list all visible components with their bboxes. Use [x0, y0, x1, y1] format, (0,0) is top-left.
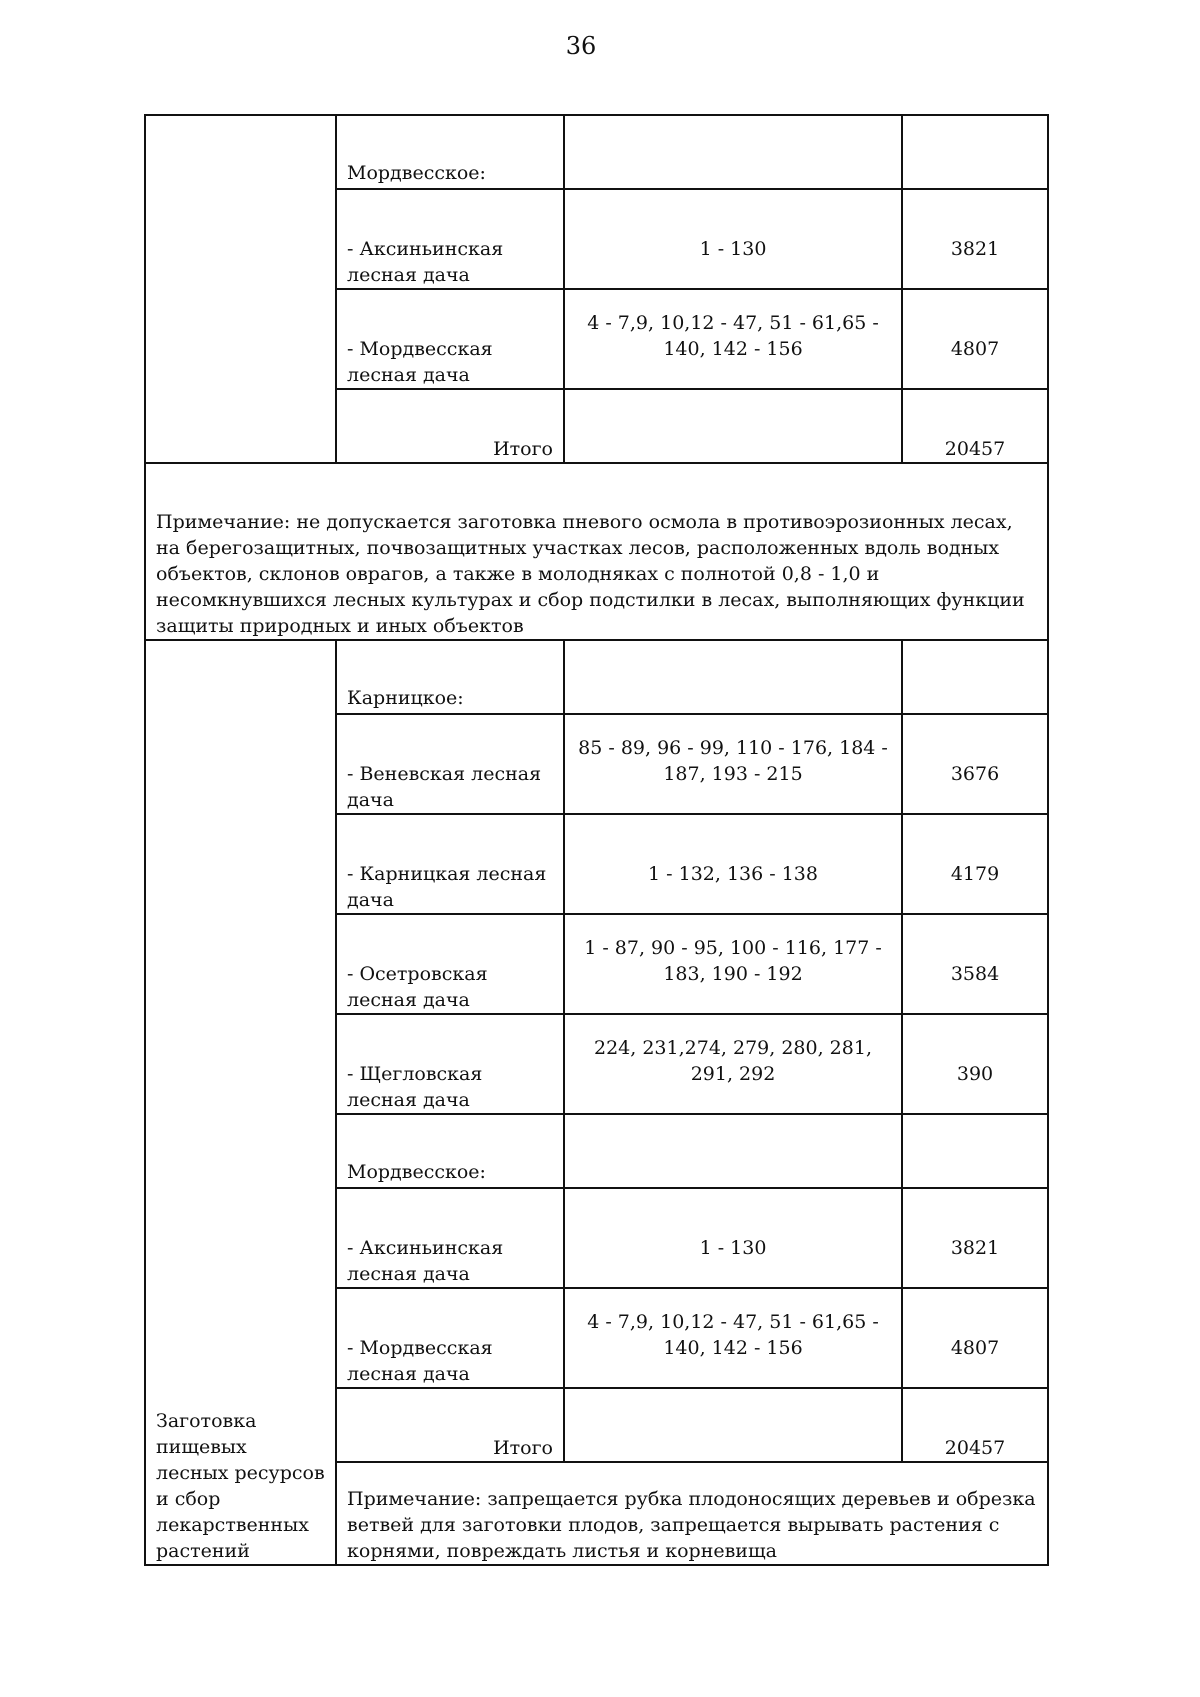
- area-value: 3821: [950, 1237, 1000, 1259]
- district-label: Карницкое:: [336, 640, 564, 714]
- area-value: 3584: [950, 963, 1000, 985]
- note-text: Примечание: не допускается заготовка пневого осмола в противоэрозионных лесах, на берегозащитных, почвозащитных участках лесов, расположенных вдоль водных объектов, склонов оврагов, а также в молодняках с полнотой 0,8 - 1,0 и несомкнувшихся лесных культурах и сбор подстилки в лесах, выполняющих функции защиты природных и иных объектов: [145, 463, 1048, 640]
- quarters-value: 1 - 87, 90 - 95, 100 - 116, 177 - 183, 190 - 192: [584, 937, 882, 985]
- area-cell: [902, 714, 1048, 814]
- area-cell: [902, 1288, 1048, 1388]
- forest-resources-table: [144, 114, 1049, 1566]
- forest-dacha-name: - Аксиньинская лесная дача: [336, 1188, 564, 1288]
- area-value: 3821: [950, 238, 1000, 260]
- forest-dacha-name: - Аксиньинская лесная дача: [336, 189, 564, 289]
- quarters-value: 1 - 130: [699, 1237, 767, 1259]
- area-value: 4179: [950, 863, 1000, 885]
- empty-cell: [564, 115, 902, 189]
- empty-cell: [564, 640, 902, 714]
- page-number: 36: [565, 32, 597, 60]
- note-row: [145, 463, 1048, 640]
- forest-dacha-name: - Щегловская лесная дача: [336, 1014, 564, 1114]
- quarters-value: 1 - 130: [699, 238, 767, 260]
- empty-cell: [564, 1114, 902, 1188]
- quarters-value: 1 - 132, 136 - 138: [648, 863, 818, 885]
- total-value: 20457: [902, 1388, 1048, 1462]
- forest-dacha-name: - Мордвесская лесная дача: [336, 1288, 564, 1388]
- area-cell: [902, 1188, 1048, 1288]
- empty-cell: [902, 1114, 1048, 1188]
- quarters-cell: [564, 914, 902, 1014]
- forest-dacha-name: - Веневская лесная дача: [336, 714, 564, 814]
- area-cell: [902, 289, 1048, 389]
- total-label: Итого: [336, 1388, 564, 1462]
- quarters-cell: [564, 1014, 902, 1114]
- quarters-value: 224, 231,274, 279, 280, 281, 291, 292: [594, 1037, 872, 1085]
- area-cell: [902, 189, 1048, 289]
- area-cell: [902, 814, 1048, 914]
- total-value: 20457: [902, 389, 1048, 463]
- quarters-cell: [564, 814, 902, 914]
- forest-dacha-name: - Осетровская лесная дача: [336, 914, 564, 1014]
- district-label: Мордвесское:: [336, 115, 564, 189]
- district-label: Мордвесское:: [336, 1114, 564, 1188]
- note-text: Примечание: запрещается рубка плодоносящих деревьев и обрезка ветвей для заготовки плодов, запрещается вырывать растения с корнями, повреждать листья и корневища: [336, 1462, 1048, 1565]
- area-value: 390: [956, 1063, 994, 1085]
- quarters-cell: [564, 714, 902, 814]
- area-value: 4807: [950, 338, 1000, 360]
- quarters-value: 4 - 7,9, 10,12 - 47, 51 - 61,65 - 140, 142 - 156: [587, 312, 879, 360]
- activity-cell-empty: [145, 115, 336, 463]
- total-label: Итого: [336, 389, 564, 463]
- activity-name: Заготовка пищевых лесных ресурсов и сбор лекарственных растений: [145, 640, 336, 1565]
- forest-dacha-name: - Карницкая лесная дача: [336, 814, 564, 914]
- quarters-value: 4 - 7,9, 10,12 - 47, 51 - 61,65 - 140, 142 - 156: [587, 1311, 879, 1359]
- quarters-cell: [564, 189, 902, 289]
- empty-cell: [902, 115, 1048, 189]
- quarters-cell: [564, 1188, 902, 1288]
- area-value: 4807: [950, 1337, 1000, 1359]
- area-cell: [902, 1014, 1048, 1114]
- table-row: [145, 115, 1048, 189]
- empty-cell: [564, 389, 902, 463]
- forest-dacha-name: - Мордвесская лесная дача: [336, 289, 564, 389]
- quarters-cell: [564, 1288, 902, 1388]
- area-cell: [902, 914, 1048, 1014]
- quarters-cell: [564, 289, 902, 389]
- table-row: [145, 640, 1048, 714]
- empty-cell: [564, 1388, 902, 1462]
- quarters-value: 85 - 89, 96 - 99, 110 - 176, 184 - 187, 193 - 215: [578, 737, 888, 785]
- area-value: 3676: [950, 763, 1000, 785]
- empty-cell: [902, 640, 1048, 714]
